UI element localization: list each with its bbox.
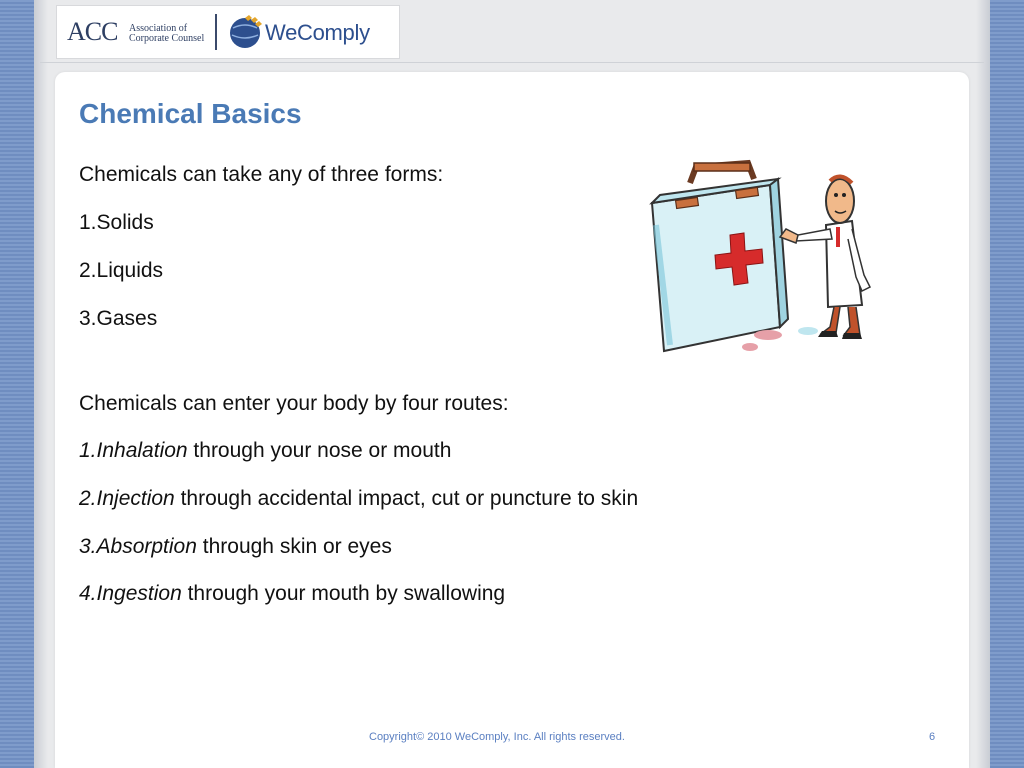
route-description: through your nose or mouth xyxy=(187,439,452,462)
logo-divider xyxy=(215,14,217,50)
form-item-gases: 3.Gases xyxy=(79,307,158,330)
route-item-absorption xyxy=(79,535,392,559)
left-shade xyxy=(34,0,48,768)
acc-logo xyxy=(67,14,217,52)
wecomply-globe-icon xyxy=(227,14,263,50)
route-item-injection xyxy=(79,487,638,511)
route-term: 4.Ingestion xyxy=(79,582,182,605)
route-item-inhalation xyxy=(79,439,451,463)
acc-name-line2: Corporate Counsel xyxy=(129,33,205,44)
wecomply-wordmark: WeComply xyxy=(265,20,370,45)
route-term: 3.Absorption xyxy=(79,535,197,558)
routes-intro: Chemicals can enter your body by four routes: xyxy=(79,392,509,415)
right-border-decoration xyxy=(990,0,1024,768)
footer-copyright: Copyright© 2010 WeComply, Inc. All rights reserved. xyxy=(369,731,625,743)
acc-mark: ACC xyxy=(67,17,118,46)
forms-intro: Chemicals can take any of three forms: xyxy=(79,163,444,186)
header-rule xyxy=(40,62,984,63)
first-aid-kit-doctor-illustration xyxy=(630,155,880,355)
page-number: 6 xyxy=(929,731,936,743)
slide-title: Chemical Basics xyxy=(79,98,302,129)
route-term: 2.Injection xyxy=(79,487,175,510)
route-term: 1.Inhalation xyxy=(79,439,188,462)
acc-name-line1: Association of xyxy=(129,23,188,34)
wecomply-logo xyxy=(227,12,387,52)
route-item-ingestion xyxy=(79,582,505,606)
right-shade xyxy=(976,0,990,768)
logo-banner xyxy=(56,5,400,59)
left-border-decoration xyxy=(0,0,34,768)
form-item-solids: 1.Solids xyxy=(79,211,154,234)
acc-name xyxy=(129,24,219,44)
form-item-liquids: 2.Liquids xyxy=(79,259,164,282)
route-description: through accidental impact, cut or puncture to skin xyxy=(174,487,639,510)
route-description: through your mouth by swallowing xyxy=(181,582,506,605)
route-description: through skin or eyes xyxy=(196,535,392,558)
